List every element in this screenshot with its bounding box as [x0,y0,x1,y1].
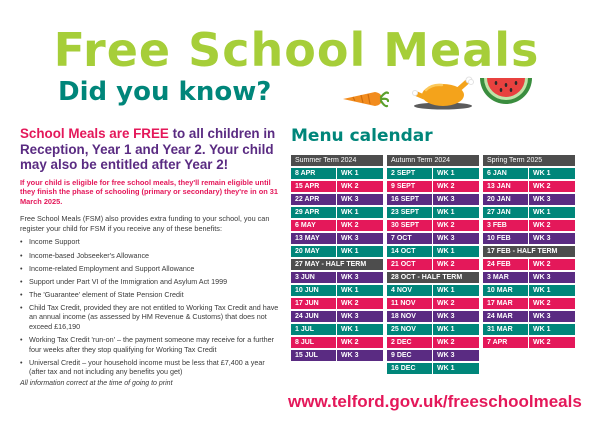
calendar-row [387,298,479,309]
week-number-cell: WK 3 [337,350,383,361]
calendar-row [291,207,383,218]
week-number-cell: WK 1 [433,246,479,257]
week-date-cell: 8 JUL [291,337,336,348]
week-number-cell: WK 3 [337,194,383,205]
week-number-cell: WK 2 [529,181,575,192]
week-number-cell: WK 1 [433,363,479,374]
week-number-cell: WK 2 [433,220,479,231]
calendar-row [387,272,479,283]
watermelon-slice-icon [478,74,534,108]
week-number-cell: WK 1 [337,207,383,218]
week-number-cell: WK 3 [337,233,383,244]
calendar-row [387,285,479,296]
week-number-cell: WK 1 [337,324,383,335]
calendar-row [483,207,575,218]
calendar-row [291,194,383,205]
week-date-cell: 25 NOV [387,324,432,335]
calendar-row [483,259,575,270]
week-number-cell: WK 1 [529,207,575,218]
benefits-list [20,237,282,376]
calendar-row [387,363,479,374]
week-number-cell: WK 3 [529,233,575,244]
week-date-cell: 24 FEB [483,259,528,270]
week-date-cell: 20 JAN [483,194,528,205]
calendar-row [483,194,575,205]
week-date-cell: 27 JAN [483,207,528,218]
week-number-cell: WK 2 [433,337,479,348]
week-number-cell: WK 2 [433,259,479,270]
week-date-cell: 2 SEPT [387,168,432,179]
week-date-cell: 2 DEC [387,337,432,348]
week-number-cell: WK 1 [433,324,479,335]
term-heading: Spring Term 2025 [483,155,575,166]
week-date-cell: 1 JUL [291,324,336,335]
week-number-cell: WK 3 [433,194,479,205]
calendar-row [291,259,383,270]
week-date-cell: 24 JUN [291,311,336,322]
benefit-item: • Income Support [20,237,282,247]
page-subtitle: Did you know? [58,77,272,107]
calendar-row [387,207,479,218]
week-number-cell: WK 1 [529,285,575,296]
term-column-summer [291,155,383,363]
calendar-row [291,181,383,192]
menu-calendar-title: Menu calendar [291,126,433,146]
week-date-cell: 3 FEB [483,220,528,231]
week-date-cell: 16 SEPT [387,194,432,205]
info-column [20,126,282,387]
calendar-row [291,311,383,322]
fsm-intro: Free School Meals (FSM) also provides extra funding to your school, you can register your child for FSM if you receive any of these benefits: [20,214,270,233]
week-number-cell: WK 3 [433,311,479,322]
calendar-row [291,272,383,283]
week-date-cell: 29 APR [291,207,336,218]
week-number-cell: WK 2 [529,298,575,309]
week-date-cell: 17 MAR [483,298,528,309]
calendar-row [387,220,479,231]
calendar-row [483,233,575,244]
week-date-cell: 13 JAN [483,181,528,192]
week-number-cell: WK 3 [529,311,575,322]
week-date-cell: 20 MAY [291,246,336,257]
calendar-row [291,350,383,361]
term-column-spring [483,155,575,350]
week-date-cell: 10 MAR [483,285,528,296]
week-number-cell: WK 1 [433,285,479,296]
week-number-cell: WK 3 [529,194,575,205]
week-number-cell: WK 1 [433,207,479,218]
week-number-cell: WK 2 [433,181,479,192]
week-number-cell: WK 2 [529,337,575,348]
week-number-cell: WK 2 [337,181,383,192]
half-term-cell: 28 OCT - HALF TERM [387,272,479,283]
term-heading: Summer Term 2024 [291,155,383,166]
benefit-item: • Support under Part VI of the Immigration and Asylum Act 1999 [20,277,282,287]
benefit-item: • Income-based Jobseeker's Allowance [20,251,282,261]
calendar-row [291,220,383,231]
week-date-cell: 15 APR [291,181,336,192]
week-date-cell: 3 MAR [483,272,528,283]
week-number-cell: WK 2 [529,259,575,270]
calendar-row [483,246,575,257]
week-number-cell: WK 1 [529,324,575,335]
week-number-cell: WK 3 [337,311,383,322]
week-number-cell: WK 1 [433,168,479,179]
roast-chicken-icon [412,76,474,110]
calendar-row [387,259,479,270]
calendar-row [387,194,479,205]
week-number-cell: WK 2 [337,337,383,348]
calendar-row [483,298,575,309]
week-number-cell: WK 3 [433,350,479,361]
week-number-cell: WK 2 [337,220,383,231]
calendar-row [291,298,383,309]
benefit-item: • The 'Guarantee' element of State Pension Credit [20,290,282,300]
calendar-row [291,337,383,348]
eligibility-note: If your child is eligible for free school meals, they'll remain eligible until they finish the phase of schooling (primary or secondary) they're in on 31 March 2025. [20,177,279,206]
calendar-row [483,272,575,283]
lead-body: to all children in Reception, Year 1 and Year 2. Your child may also be entitled after Year 2! [20,126,276,172]
calendar-row [387,311,479,322]
lead-statement [20,126,282,173]
lead-highlight: School Meals are FREE [20,126,169,141]
calendar-row [291,168,383,179]
calendar-row [387,337,479,348]
week-date-cell: 18 NOV [387,311,432,322]
week-number-cell: WK 3 [337,272,383,283]
week-date-cell: 3 JUN [291,272,336,283]
week-date-cell: 14 OCT [387,246,432,257]
benefit-item: • Universal Credit – your household income must be less that £7,400 a year (after tax and not including any benefits you get) [20,358,282,377]
half-term-cell: 27 MAY - HALF TERM [291,259,383,270]
week-date-cell: 4 NOV [387,285,432,296]
week-date-cell: 7 OCT [387,233,432,244]
week-number-cell: WK 1 [337,246,383,257]
benefit-item: • Income-related Employment and Support Allowance [20,264,282,274]
week-date-cell: 6 MAY [291,220,336,231]
week-date-cell: 22 APR [291,194,336,205]
calendar-row [387,324,479,335]
week-date-cell: 15 JUL [291,350,336,361]
calendar-row [291,285,383,296]
calendar-row [483,337,575,348]
week-date-cell: 24 MAR [483,311,528,322]
term-heading: Autumn Term 2024 [387,155,479,166]
week-date-cell: 16 DEC [387,363,432,374]
week-number-cell: WK 2 [337,298,383,309]
week-date-cell: 17 JUN [291,298,336,309]
benefit-item: • Child Tax Credit, provided they are not entitled to Working Tax Credit and have an annual income (as assessed by HM Revenue & Customs) that does not exceed £16,190 [20,303,282,332]
week-number-cell: WK 3 [433,233,479,244]
half-term-cell: 17 FEB - HALF TERM [483,246,575,257]
week-date-cell: 11 NOV [387,298,432,309]
week-date-cell: 9 SEPT [387,181,432,192]
week-date-cell: 7 APR [483,337,528,348]
week-date-cell: 13 MAY [291,233,336,244]
calendar-row [483,285,575,296]
print-disclaimer: All information correct at the time of going to print [20,380,173,388]
calendar-row [387,168,479,179]
week-date-cell: 23 SEPT [387,207,432,218]
week-date-cell: 6 JAN [483,168,528,179]
calendar-row [483,181,575,192]
page-title: Free School Meals [53,23,540,77]
calendar-row [387,233,479,244]
calendar-row [291,246,383,257]
calendar-row [483,220,575,231]
website-url[interactable]: www.telford.gov.uk/freeschoolmeals [288,392,582,411]
calendar-row [291,233,383,244]
carrot-icon [341,88,389,110]
calendar-row [291,324,383,335]
calendar-row [387,181,479,192]
week-number-cell: WK 1 [337,168,383,179]
calendar-row [387,246,479,257]
benefit-item: • Working Tax Credit 'run-on' – the payment someone may receive for a further four weeks after they stop qualifying for Working Tax Credit [20,335,282,354]
week-date-cell: 9 DEC [387,350,432,361]
week-date-cell: 10 JUN [291,285,336,296]
week-date-cell: 10 FEB [483,233,528,244]
week-date-cell: 8 APR [291,168,336,179]
week-date-cell: 30 SEPT [387,220,432,231]
calendar-row [483,168,575,179]
week-date-cell: 21 OCT [387,259,432,270]
week-number-cell: WK 2 [529,220,575,231]
term-column-autumn [387,155,479,376]
week-date-cell: 31 MAR [483,324,528,335]
calendar-row [387,350,479,361]
week-number-cell: WK 1 [529,168,575,179]
week-number-cell: WK 2 [433,298,479,309]
week-number-cell: WK 1 [337,285,383,296]
calendar-row [483,311,575,322]
calendar-row [483,324,575,335]
week-number-cell: WK 3 [529,272,575,283]
